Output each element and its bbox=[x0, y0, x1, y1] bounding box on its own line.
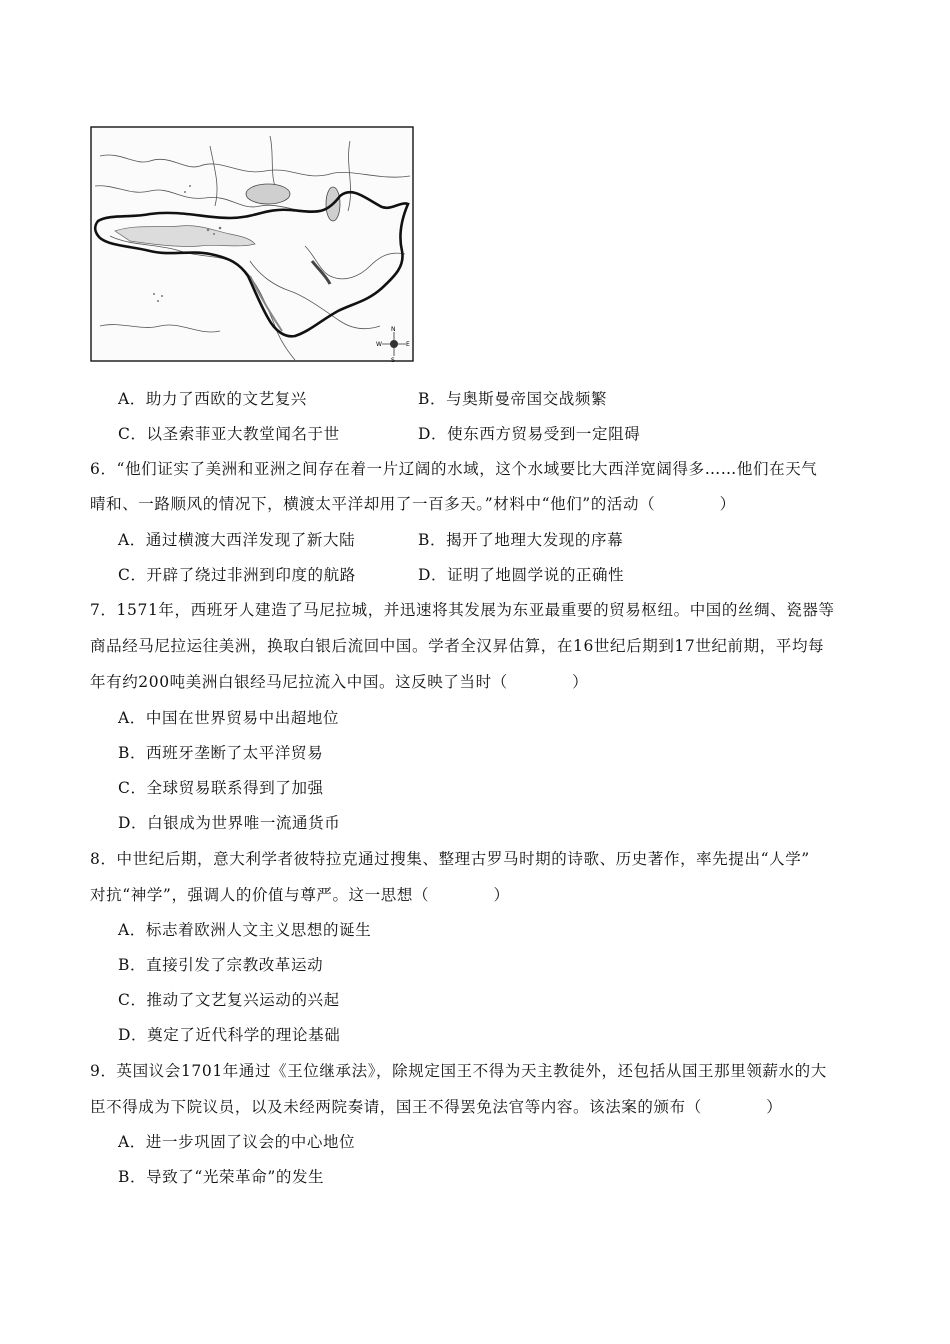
q8-option-c[interactable]: C．推动了文艺复兴运动的兴起 bbox=[118, 991, 340, 1009]
q9-stem-line1: 9．英国议会1701年通过《王位继承法》，除规定国王不得为天主教徒外，还包括从国王那里领薪水的大 bbox=[90, 1062, 827, 1080]
q6-option-b[interactable]: B．揭开了地理大发现的序幕 bbox=[418, 531, 624, 549]
q8-option-a[interactable]: A．标志着欧洲人文主义思想的诞生 bbox=[118, 921, 372, 939]
q5-option-c[interactable]: C．以圣索菲亚大教堂闻名于世 bbox=[118, 425, 340, 443]
q6-stem-line2: 晴和、一路顺风的情况下，横渡太平洋却用了一百多天。”材料中“他们”的活动（ ） bbox=[90, 495, 736, 513]
q7-stem-line1: 7．1571年，西班牙人建造了马尼拉城，并迅速将其发展为东亚最重要的贸易枢纽。中国的丝绸、瓷器等 bbox=[90, 601, 835, 619]
q6-stem-line1: 6．“他们证实了美洲和亚洲之间存在着一片辽阔的水域，这个水域要比大西洋宽阔得多……他们在天气 bbox=[90, 460, 818, 478]
q9-option-a[interactable]: A．进一步巩固了议会的中心地位 bbox=[118, 1133, 356, 1151]
q5-option-a[interactable]: A．助力了西欧的文艺复兴 bbox=[118, 390, 307, 408]
compass-n: N bbox=[391, 326, 396, 333]
q6-option-d[interactable]: D．证明了地圆学说的正确性 bbox=[418, 566, 625, 584]
q7-option-d[interactable]: D．白银成为世界唯一流通货币 bbox=[118, 814, 341, 832]
q7-option-c[interactable]: C．全球贸易联系得到了加强 bbox=[118, 779, 324, 797]
q7-stem-line2: 商品经马尼拉运往美洲，换取白银后流回中国。学者全汉昇估算，在16世纪后期到17世纪前期，平均每 bbox=[90, 637, 825, 655]
q7-stem-line3: 年有约200吨美洲白银经马尼拉流入中国。这反映了当时（ ） bbox=[90, 673, 589, 691]
q7-option-a[interactable]: A．中国在世界贸易中出超地位 bbox=[118, 709, 340, 727]
q9-stem-line2: 臣不得成为下院议员，以及未经两院奏请，国王不得罢免法官等内容。该法案的颁布（ ） bbox=[90, 1098, 783, 1116]
q8-stem-line1: 8．中世纪后期，意大利学者彼特拉克通过搜集、整理古罗马时期的诗歌、历史著作，率先提出“人学” bbox=[90, 850, 810, 868]
q8-stem-line2: 对抗“神学”，强调人的价值与尊严。这一思想（ ） bbox=[90, 886, 510, 904]
map-figure bbox=[90, 126, 414, 362]
q9-option-b[interactable]: B．导致了“光荣革命”的发生 bbox=[118, 1168, 325, 1186]
empire-map bbox=[90, 126, 414, 362]
q8-option-d[interactable]: D．奠定了近代科学的理论基础 bbox=[118, 1026, 341, 1044]
q6-option-c[interactable]: C．开辟了绕过非洲到印度的航路 bbox=[118, 566, 356, 584]
compass-w: W bbox=[376, 341, 382, 348]
q5-option-b[interactable]: B．与奥斯曼帝国交战频繁 bbox=[418, 390, 608, 408]
q5-option-d[interactable]: D．使东西方贸易受到一定阻碍 bbox=[418, 425, 641, 443]
q6-option-a[interactable]: A．通过横渡大西洋发现了新大陆 bbox=[118, 531, 356, 549]
q7-option-b[interactable]: B．西班牙垄断了太平洋贸易 bbox=[118, 744, 324, 762]
q8-option-b[interactable]: B．直接引发了宗教改革运动 bbox=[118, 956, 324, 974]
compass-s: S bbox=[391, 357, 395, 362]
compass-e: E bbox=[406, 341, 410, 348]
